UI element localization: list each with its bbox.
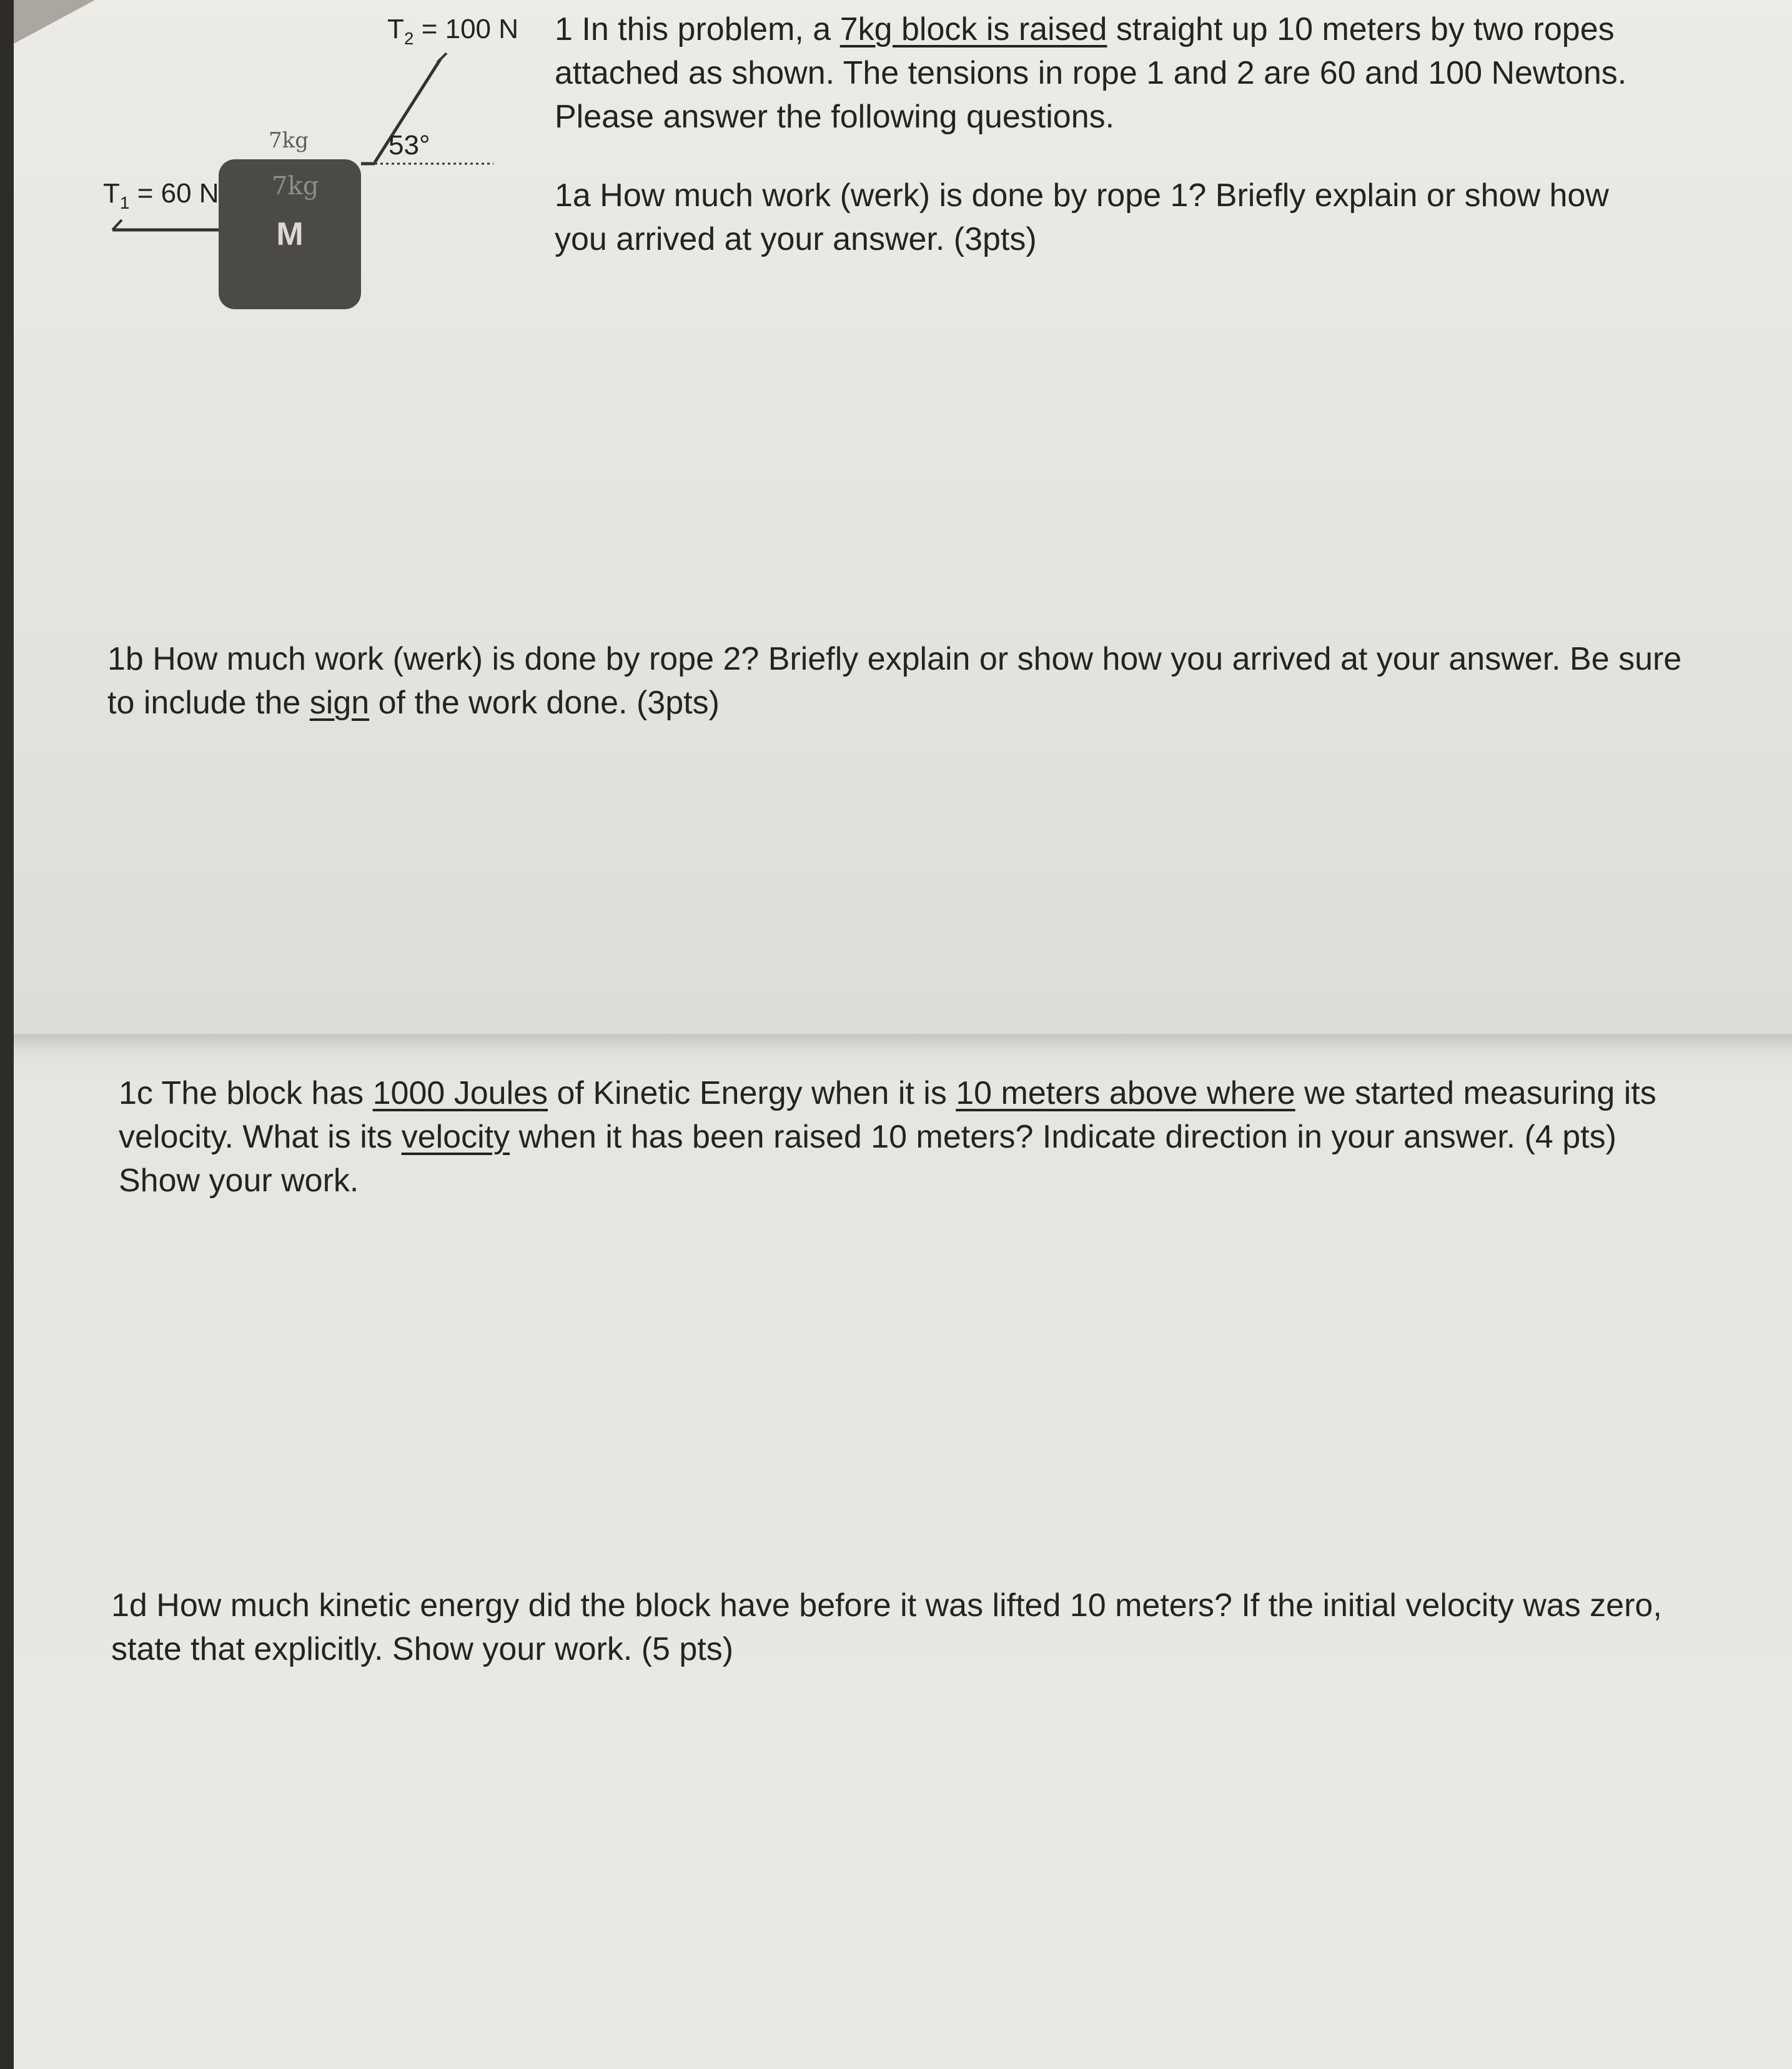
angle-label: 53° — [389, 130, 430, 161]
t2-label: $T_2 = 100$ N — [387, 14, 519, 48]
rope-2-arrow — [437, 53, 447, 62]
question-1d: 1d How much kinetic energy did the block have before it was lifted 10 meters? If the initial velocity was zero, state that explicitly. Show your work. (5 pts) — [111, 1587, 1662, 1667]
handwritten-mass: 7kg — [272, 172, 319, 201]
block-label: M — [276, 216, 304, 252]
question-1c: 1c The block has 1000 Joules of Kinetic Energy when it is 10 meters above where we started measuring its velocity. What is its velocity when it has been raised 10 meters? Indicate direction in your answer. (4 pts) Show your work. — [119, 1075, 1656, 1199]
handwritten-mass-top: 7kg — [269, 128, 309, 153]
problem-intro: 1 In this problem, a 7kg block is raised straight up 10 meters by two ropes attached as shown. The tensions in rope 1 and 2 are 60 and 100 Newtons. Please answer the following questions. — [555, 11, 1627, 135]
question-1b: 1b How much work (werk) is done by rope 2? Briefly explain or show how you arrived at your answer. Be sure to include the sign of the work done. (3pts) — [107, 641, 1682, 721]
paper-fold-line — [14, 1034, 1792, 1053]
question-1a: 1a How much work (werk) is done by rope 1? Briefly explain or show how you arrived at your answer. (3pts) — [555, 177, 1609, 257]
t1-label: $T_1 = 60$ N — [103, 178, 219, 212]
